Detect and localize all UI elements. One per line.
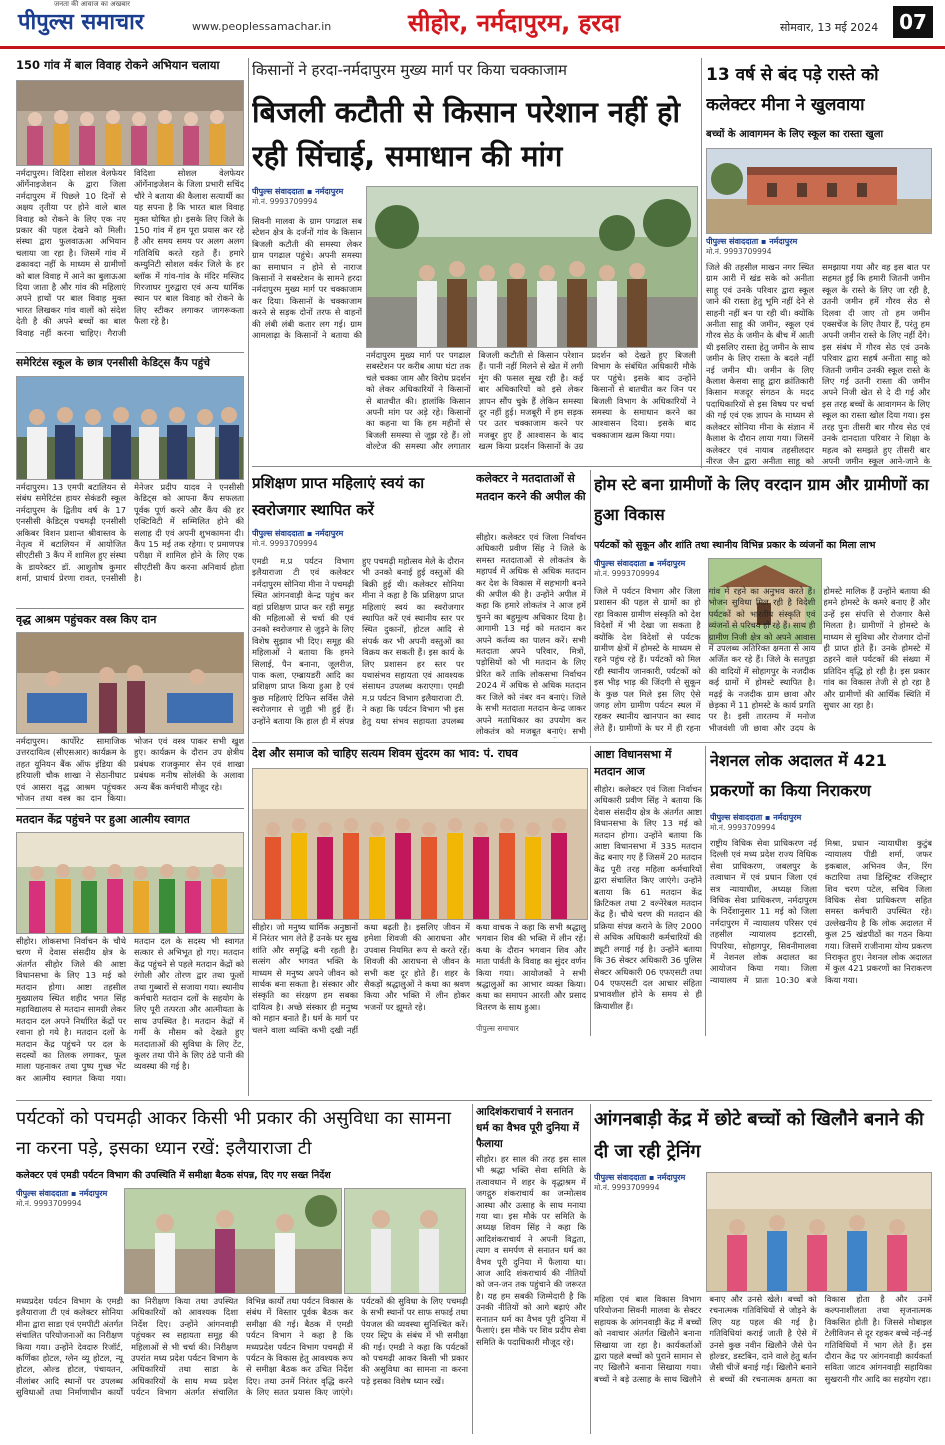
lead-kicker-wrap xyxy=(252,60,698,88)
divider xyxy=(16,808,244,809)
faith-photo-image xyxy=(253,769,587,919)
tourism-headline: पर्यटकों को पचमढ़ी आकर किसी भी प्रकार की असुविधा का सामना ना करना पड़े, इसका ध्यान रखें: इलैयाराजा टी xyxy=(16,1108,451,1159)
byline-place: नर्मदापुरम xyxy=(657,1173,686,1182)
anganwadi-body xyxy=(594,1294,932,1434)
lead-kicker: किसानों ने हरदा-नर्मदापुरम मुख्य मार्ग पर किया चक्काजाम xyxy=(252,61,567,79)
child-marriage-body-text: नर्मदापुरम। विदिशा सोशल वेलफेयर ऑर्गेनाइजेशन के द्वारा जिला नर्मदापुरम में पिछले 10 दिनों से अक्षय तृतीया पर होने वाले बाल विवाह को रोकने के लिए एक नए प्रकार की पहल देखने को मिली। संस्था द्वारा फुलवाऊआ अभियान चलाया जा रहा है। जिसमें गांव में ढकावदा नहीं के माध्यम से ग्रामीणों को बाल विवाह में आने का बुलाऊआ दिया जाता है और गांव की महिलाएं अपने हाथों पर बाल विवाह मुक्त भारत लिखकर गांव वालों को संदेश देती है की अपने बच्चों का बाल विवाह नहीं करना चाहिए। गैराजी विदिशा सोशल वेलफेयर ऑर्गेनाइजेशन के जिला प्रभारी सचिंद चौरे ने बताया की कैलाश सत्यार्थी का यह सपना है कि भारत बाल विवाह मुक्त घोषित हो। इसके लिए जिले के 150 गांव में हम पूरा प्रयास कर रहे हैं और समय समय पर अलग अलग गतिविधि करते रहते हैं। हमारे कम्युनिटी सोशल वर्कर जिले के हर ब्लॉक में गांव-गांव के मंदिर मस्जिद गिरजाघर गुरुद्वारा एवं अन्य धार्मिक स्थान पर बाल विवाह को रोकने के लिए स्टीकर लगाकर जागरूकता फैला रहे है। xyxy=(16,168,244,338)
anganwadi-body-text: महिला एवं बाल विकास विभाग परियोजना सिवनी मालवा के सेक्टर सहायक के आंगनवाड़ी केंद्र में बच्चों को नवाचार अंतर्गत खिलौने बनाना सिखाया जा रहा है। कार्यकर्ताओं द्वारा पहले बच्चों को पुराने सामान से नए खिलौने बनाना सिखाया गया। बच्चों ने बड़े उत्साह के साथ खिलौने बनाए और उनसे खेले। बच्चों को रचनात्मक गतिविधियों से जोड़ने के लिए यह पहल की गई है। गतिविधियां कराई जाती है ऐसे में उनसे कुछ नवीन खिलौने जैसे पेन होल्डर, डस्टबिन, दाने वाले हेतु बर्तन जैसी चीजें बनाई गई। खिलौने बनाने से बच्चों की रचनात्मक क्षमता का विकास होता है और उनमें कल्पनाशीलता तथा सृजनात्मक विकसित होती है। जिससे मोबाइल टेलीविजन से दूर रहकर बच्चे नई-नई गतिविधियों में भाग लेते हैं। इस दौरान केंद्र पर आंगनवाड़ी कार्यकर्ता सविता जाटव आंगनवाड़ी सहायिका सुखरानी गौर आदि का सहयोग रहा। xyxy=(594,1294,932,1384)
nss-body xyxy=(16,482,244,606)
faith-credit-text: पीपुल्स समाचार xyxy=(476,1024,519,1033)
road-subhead: बच्चों के आवागमन के लिए स्कूल का रास्ता खुला xyxy=(706,129,884,140)
issue-date: सोमवार, 13 मई 2024 xyxy=(780,21,879,34)
divider xyxy=(16,608,244,609)
lead-photo-image xyxy=(367,187,697,347)
faith-credit xyxy=(476,1024,586,1036)
byline-text: पीपुल्स संवाददाता xyxy=(252,187,305,196)
homestay-subhead-wrap xyxy=(594,538,930,554)
byline-text: पीपुल्स संवाददाता xyxy=(594,1173,647,1182)
website-link[interactable]: www.peoplessamachar.in xyxy=(192,20,332,33)
byline-text: पीपुल्स संवाददाता xyxy=(706,237,759,246)
election-headline: आष्टा विधानसभा में मतदान आज xyxy=(594,748,672,778)
road-body xyxy=(706,262,930,468)
child-marriage-headline: 150 गांव में बाल विवाह रोकने अभियान चलाया xyxy=(16,58,220,72)
anganwadi-photo-image xyxy=(707,1173,931,1291)
shankaracharya-body xyxy=(476,1154,586,1434)
voters-headline: कलेक्टर ने मतदाताओं से मतदान करने की अपील की xyxy=(476,472,586,503)
mobile-number: मो.नं. 9993709994 xyxy=(710,823,776,832)
tourism-subhead-wrap xyxy=(16,1168,468,1184)
mobile-number: मो.नं. 9993709994 xyxy=(252,197,318,206)
child-marriage-photo xyxy=(16,80,244,166)
column-divider xyxy=(705,746,706,1036)
column-divider xyxy=(701,58,702,468)
column-divider xyxy=(590,1104,591,1434)
faith-headline: देश और समाज को चाहिए सत्यम शिवम सुंदरम का भाव: पं. राघव xyxy=(252,747,518,760)
polling-welcome-headline: मतदान केंद्र पहुंचने पर हुआ आत्मीय स्वागत xyxy=(16,813,190,826)
faith-col2-text: कथा बढ़ती है। इसलिए जीवन में हमेशा शिवजी की आराधना और उपवास नियमित रूप से करते रहें। शिवजी की आराधना से जीवन के सभी कष्ट दूर होते हैं। शहर के सैकड़ों श्रद्धालुओं ने कथा का श्रवण किया और भक्ति में लीन होकर भजनों पर झूमते रहे। xyxy=(364,922,470,1012)
road-byline: पीपुल्स संवाददाता ▪ नर्मदापुरम मो.नं. 9993709994 xyxy=(706,236,930,256)
homestay-headline: होम स्टे बना ग्रामीणों के लिए वरदान ग्राम और ग्रामीणों का हुआ विकास xyxy=(594,475,929,524)
child-marriage-headline-wrap xyxy=(16,58,248,82)
faith-col3-text: कथा वाचक ने कहा कि सभी श्रद्धालु भगवान शिव की भक्ति में लीन रहें। कथा के दौरान भगवान शिव और माता पार्वती के विवाह का सुंदर वर्णन किया गया। आयोजकों ने सभी श्रद्धालुओं का आभार व्यक्त किया। कथा का समापन आरती और प्रसाद वितरण के साथ हुआ। xyxy=(476,922,586,1012)
mobile-number: मो.नं. 9993709994 xyxy=(16,1199,82,1208)
polling-welcome-photo-image xyxy=(17,833,243,933)
road-headline: 13 वर्ष से बंद पड़े रास्ते को कलेक्टर मीना ने खुलवाया xyxy=(706,65,879,115)
old-age-body xyxy=(16,736,244,806)
old-age-body-text: नर्मदापुरम। कार्पोरेट सामाजिक उत्तरदायित्व (सीएसआर) कार्यक्रम के तहत यूनियन बैंक ऑफ इंडिया की हरियाली चौक शाखा ने सेठानीघाट एवं आसरा वृद्ध आश्रम पहुंचकर भोजन तथा वस्त्र का दान किया। भोजन एवं वस्त्र पाकर सभी खुश हुए। कार्यक्रम के दौरान उप क्षेत्रीय प्रबंधक राजकुमार सेन एवं शाखा प्रबंधक मनीष सोलंकी के अलावा अन्य बैंक कर्मचारी मौजूद रहे। xyxy=(16,736,244,804)
shankaracharya-headline-wrap xyxy=(476,1104,586,1152)
byline-text: पीपुल्स संवाददाता xyxy=(710,813,763,822)
lead-byline: पीपुल्स संवाददाता ▪ नर्मदापुरम मो.नं. 9993709994 xyxy=(252,186,362,212)
anganwadi-photo xyxy=(706,1172,932,1292)
divider xyxy=(252,742,932,743)
faith-col3 xyxy=(476,922,586,1022)
election-body xyxy=(594,784,702,1036)
election-body-text: सीहोर। कलेक्टर एवं जिला निर्वाचन अधिकारी प्रवीण सिंह ने बताया कि देवास संसदीय क्षेत्र के अंतर्गत आष्टा विधानसभा के लिए 13 मई को मतदान होगा। उन्होंने बताया कि आष्टा विधानसभा में 335 मतदान केंद्र बनाए गए हैं जिसमें 20 मतदान केंद्र पूरी तरह महिला कर्मचारियों द्वारा संचालित किए जाएंगे। उन्होंने बताया कि 61 मतदान केंद्र क्रिटिकल तथा 2 वल्नेरेबल मतदान केंद्र हैं। चौथे चरण की मतदान की प्रक्रिया संपन्न कराने के लिए 2000 से अधिक अधिकारी कर्मचारियों की ड्यूटी लगाई गई है। उन्होंने बताया कि 36 सेक्टर अधिकारी 36 पुलिस सेक्टर अधिकारी 06 एफएसटी तथा 04 एफएसटी दल आचार संहिता प्रभावशील होने के समय से ही क्रियाशील हैं। xyxy=(594,784,702,1011)
shankaracharya-headline: आदिशंकराचार्य ने सनातन धर्म का वैभव पूरी दुनिया में फैलाया xyxy=(476,1106,580,1150)
byline-text: पीपुल्स संवाददाता xyxy=(252,529,305,538)
column-divider xyxy=(590,746,591,1036)
byline-place: नर्मदापुरम xyxy=(657,559,686,568)
divider xyxy=(16,352,244,353)
lead-body-left-text: सिवनी मालवा के ग्राम पगढाल सब स्टेशन क्षेत्र के दर्जनों गांव के किसान बिजली कटौती की समस्या लेकर ग्राम पगढाल पहुंचे। अपनी समस्या का समाधान न होने से नाराज किसानों ने सबस्टेशन के सामने हरदा नर्मदापुरम मुख्य मार्ग पर चक्काजाम कर दिया। किसानों के चक्काजाम करने से सड़क दोनों तरफ से वाहनों की लंबी लंबी कतार लग गई। ग्राम आमलाढ़ा के किसानों ने बताया की xyxy=(252,216,362,341)
tourism-body xyxy=(16,1296,468,1432)
byline-place: नर्मदापुरम xyxy=(769,237,798,246)
women-headline: प्रशिक्षण प्राप्त महिलाएं स्वयं का स्वरोजगार स्थापित करें xyxy=(252,474,425,519)
homestay-body xyxy=(594,586,930,738)
homestay-headline-wrap xyxy=(594,470,930,534)
byline-place: नर्मदापुरम xyxy=(315,529,344,538)
voters-body-text: सीहोर। कलेक्टर एवं जिला निर्वाचन अधिकारी प्रवीण सिंह ने जिले के समस्त मतदाताओं से लोकतंत्र के महापर्व में अधिक से अधिक मतदान कर देश के विकास में सहभागी बनने की अपील की है। उन्होंने अपील में कहा कि हमारे लोकतंत्र ने आज हमें चुनने का बहुमूल्य अधिकार दिया है। आगामी 13 मई को मतदान कर अपने कर्तव्य का पालन करें। सभी मतदाता अपने परिवार, मित्रों, पड़ोसियों को भी मतदान के लिए प्रेरित करें ताकि लोकसभा निर्वाचन 2024 में अधिक से अधिक मतदान कर जिले को नंबर वन बनाएं। जिले के सभी मतदाता मतदान केन्द्र जाकर अपने मताधिकार का उपयोग कर लोकतंत्र को मजबूत बनाएं। सभी xyxy=(476,532,586,736)
anganwadi-headline: आंगनबाड़ी केंद्र में छोटे बच्चों को खिलौने बनाने की दी जा रही ट्रेनिंग xyxy=(594,1109,924,1162)
byline-place: नर्मदापुरम xyxy=(315,187,344,196)
region-title: सीहोर, नर्मदापुरम, हरदा xyxy=(408,9,621,37)
lok-adalat-headline: नेशनल लोक अदालत में 421 प्रकरणों का किया निराकरण xyxy=(710,751,887,800)
faith-col1 xyxy=(252,922,358,1034)
faith-col2 xyxy=(364,922,470,1034)
homestay-byline: पीपुल्स संवाददाता ▪ नर्मदापुरम मो.नं. 9993709994 xyxy=(594,558,704,580)
old-age-photo xyxy=(16,632,244,734)
lead-photo xyxy=(366,186,698,348)
tourism-photo-image xyxy=(125,1189,341,1293)
child-marriage-photo-image xyxy=(17,81,243,165)
lead-body-right xyxy=(366,350,696,460)
newspaper-logo xyxy=(18,0,144,36)
tourism-photo-2-image xyxy=(345,1189,465,1293)
road-photo xyxy=(706,148,932,234)
child-marriage-body xyxy=(16,168,244,350)
lok-adalat-byline: पीपुल्स संवाददाता ▪ नर्मदापुरम मो.नं. 9993709994 xyxy=(710,812,932,834)
lead-body-right-text: नर्मदापुरम मुख्य मार्ग पर पगढाल सबस्टेशन पर करीब आधा घंटा तक चले चक्का जाम और विरोध प्रदर्शन को लेकर अधिकारियों ने किसानों से बातचीत की। हालांकि किसान अपनी मांग पर अड़े रहे। किसानों का कहना था कि हम महीनों से बिजली समस्या से जूझ रहे हैं। लो वोल्टेज की समस्या और लगातार बिजली कटौती से किसान परेशान हैं। पानी नहीं मिलने से खेत में लगी मूंग की फसल सूख रही है। कई बार अधिकारियों को इसे लेकर ज्ञापन सौंप चुके हैं लेकिन समस्या दूर नहीं हुई। मजबूरी में हम सड़क पर उतर चक्काजाम करने पर मजबूर हुए हैं आश्वासन के बाद खत्म किया प्रदर्शन किसानों के उग्र प्रदर्शन को देखते हुए बिजली विभाग के संबंधित अधिकारी मौके पर पहुंचे। इसके बाद उन्होंने किसानों से बातचीत कर जिन पर बिजली विभाग के अधिकारियों ने समस्या के समाधान करने का आश्वासन दिया। इसके बाद चक्काजाम खत्म किया गया। xyxy=(366,350,696,452)
masthead xyxy=(0,0,945,49)
mobile-number: मो.नं. 9993709994 xyxy=(594,569,660,578)
lead-body-left xyxy=(252,216,362,342)
homestay-body-text: जिले में पर्यटन विभाग और जिला प्रशासन की पहल से ग्रामों का हो रहा विकास ग्रामीण संस्कृति को देश विदेशों में भी देखा जा सकता है क्योंकि देश विदेशों से पर्यटक ग्रामीण क्षेत्रों में होमस्टे के माध्यम से रहने पहुंच रहे हैं। पर्यटकों को मिल रही स्थानीय जानकारी, पर्यटकों को इस भीड़ भाड़ की जिंदगी से सुकून के कुछ पल मिले इस लिए ऐसे जगह लोग ग्रामीण पर्यटन स्थल में रहकर स्थानीय खानपान का स्वाद लेते हैं। ग्रामीणों के घर में ही रहना गांव में रहने का अनुभव करते हैं। भोजन सुविधा मिल रही है विदेशी पर्यटकों को भारतीय संस्कृति एवं व्यंजनों से परिचय हो रहे हैं। साथ ही ग्रामीण निजी क्षेत्र को अपने आवास में उपलब्ध अतिरिक्त क्षमता से आय अर्जित कर रहे हैं। जिले के सतपुड़ा की वादियों में सोहागपुर के नजदीक कई ग्रामों में होमस्टे स्थापित है। मढ़ई के नजदीक ग्राम छावा और छेड़का में 11 होमस्टे के कार्य प्रगति पर है। इसी तारतम्य में मनोज भीजवंशी जी छावा और उदय के होमस्टे मालिक हैं उन्होंने बताया की हमने होमस्टे के कमरे बनाए हैं और उन्हें इस संपत्ति से रोजगार कैसे मिलता है। ग्रामीणों ने होमस्टे के माध्यम से सुविधा और रोजगार दोनों ही प्राप्त होते हैं। उनके होमस्टे में ठहरने वाले पर्यटकों की संख्या में प्रतिदिन वृद्धि हो रही है। इस प्रकार गांव का विकास तेजी से हो रहा है और ग्रामीणों की आर्थिक स्थिति में सुधार आ रहा है। xyxy=(594,586,930,733)
byline-place: नर्मदापुरम xyxy=(79,1189,108,1198)
tourism-photo-2 xyxy=(344,1188,466,1294)
road-subhead-wrap xyxy=(706,126,930,144)
shankaracharya-body-text: सीहोर। हर साल की तरह इस साल भी श्रद्धा भक्ति सेवा समिति के तत्वावधान में शहर के वृद्धाश्रम में जगद्गुरु शंकराचार्य का जन्मोत्सव आस्था और उत्साह के साथ मनाया गया था। इस मौके पर समिति के अध्यक्ष शिवम सिंह ने कहा कि आदिशंकराचार्य ने अपनी विद्वता, त्याग व समर्पण से सनातन धर्म का वैभव पूरी दुनिया में फैलाया था। आज आदि शंकराचार्य की नीतियों को जन-जन तक पहुंचाने की जरूरत है। यह हम सबकी जिम्मेदारी है कि उनकी नीतियों को आगे बढ़ाएं और सनातन धर्म का वैभव पूरी दुनिया में फैलाएं। इस मौके पर शिव प्रदीप सेवा समिति के पदाधिकारी मौजूद रहे। xyxy=(476,1154,586,1347)
faith-headline-wrap xyxy=(252,746,586,766)
homestay-subhead: पर्यटकों को सुकून और शांति तथा स्थानीय विभिन्न प्रकार के व्यंजनों का मिला लाभ xyxy=(594,540,876,551)
mobile-number: मो.नं. 9993709994 xyxy=(252,539,318,548)
faith-photo xyxy=(252,768,588,920)
byline-place: नर्मदापुरम xyxy=(773,813,802,822)
nss-headline-wrap xyxy=(16,356,248,374)
polling-welcome-headline-wrap xyxy=(16,812,248,830)
road-body-text: जिले की तहसील माखन नगर स्थित ग्राम आरी में खंड सके को अनीता साहू एवं उनके परिवार द्वारा स्कूल जाने की रास्ता हेतु भूमि नहीं देने से साहनी नहीं बन पा रही थी। क्योंकि अनीता साहू की जमीन, स्कूल एवं गौरव सेठ के जमीन के बीच में आती थी इसलिए रास्ता हेतु जमीन के साथ जमीन के लिए रास्ता के बदले नहीं नई जमीन थी। जमीन के लिए कैलाश केसवा साहू द्वारा क्रांतिकारी किसान मजदूर संगठन के मदद पदाधिकारियों से इस विषय पर चर्चा की गई एवं एक ज्ञापन के माध्यम से कलेक्टर सोनिया मीना के संज्ञान में कैलाश के दौरान लाया गया। जिसमें कलेक्टर एवं नायाब तहसीलदार नीरज जैन द्वारा अनीता साहू को समझाया गया और वह इस बात पर सहमत हुईं कि हमारी जितनी जमीन स्कूल के रास्ते के लिए जा रही है, उतनी जमीन हमें गौरव सेठ से दिलवा दी जाए तो हम जमीन एक्सचेंज के लिए तैयार हैं, परंतु हम अपनी जमीन रास्ते के लिए नहीं देंगे। इस संबंध में गौरव सेठ एवं उनके परिवार द्वारा सहर्ष अनीता साहू को जितनी जमीन उनकी स्कूल रास्ते के लिए गई उतनी रास्ता की जमीन अपने निजी खेत से दे दी गई और इस तरह बच्चों के आवागमन के लिए स्कूल का रास्ता खोल दिया गया। इस तरह पुनः तीसरी बार गौरव सेठ एवं उनके दानदाता परिवार ने शिक्षा के महत्व को समझते हुए तीसरी बार अपनी जमीन स्कूल आने-जाने के xyxy=(706,262,930,466)
women-headline-wrap xyxy=(252,470,464,526)
byline-text: पीपुल्स संवाददाता xyxy=(16,1189,69,1198)
byline-text: पीपुल्स संवाददाता xyxy=(594,559,647,568)
nss-body-text: नर्मदापुरम। 13 एमपी बटालियन से संबंध समेरिटंस हायर सेकंडरी स्कूल नर्मदापुरम के द्वितीय वर्ष के 17 एनसीसी केडिट्स पचमढ़ी एनसीसी अकिबर विशन प्रशान्त श्रीवास्तव के नेतृत्व में बटालियन में आयोजित सीएटीसी 3 कैंप में शामिल हुए संस्था के डायरेक्टर डॉ. आशुतोष कुमार शर्मा, प्राचार्य प्रेरणा रावत, एनसीसी मेनेजर प्रदीप यादव ने एनसीसी केडिट्स को आपना कैंप सफलता पूर्वक पूर्ण करने और कैंप की हर एक्टिविटी में सम्मिलित होने की सलाह दी एवं अपनी शुभकामना दी। कैंप 15 मई तक रहेगा। ए प्रमाणपत्र परीक्षा में शामिल होने के लिए एक सीएटीसी कैंप करना अनिवार्य होता है। xyxy=(16,482,244,584)
women-body xyxy=(252,556,464,738)
column-divider xyxy=(248,58,249,1096)
nss-photo xyxy=(16,376,244,480)
page-number: 07 xyxy=(893,6,933,38)
tourism-byline: पीपुल्स संवाददाता ▪ नर्मदापुरम मो.नं. 9993709994 xyxy=(16,1188,122,1210)
polling-welcome-body xyxy=(16,936,244,1096)
logo-tagline: जनता की आवाज का अखबार xyxy=(54,0,130,8)
column-divider xyxy=(472,1104,473,1434)
tourism-photo xyxy=(124,1188,342,1294)
election-headline-wrap xyxy=(594,746,702,782)
anganwadi-headline-wrap xyxy=(594,1104,932,1170)
nss-photo-image xyxy=(17,377,243,479)
polling-welcome-photo xyxy=(16,832,244,934)
logo-text: पीपुल्स समाचार xyxy=(18,10,144,35)
faith-col1-text: सीहोर। जो मनुष्य धार्मिक अनुष्ठानों में निरंतर भाग लेते हैं उनके घर सुख शांति और समृद्धि बनी रहती है। सत्संग और भगवत भक्ति के माध्यम से मनुष्य अपने जीवन को सार्थक बना सकता है। संस्कार और संस्कृति का संरक्षण हम सबका दायित्व है। अच्छे संस्कार ही मनुष्य को महान बनाते हैं। धर्म के मार्ग पर चलने वाला व्यक्ति कभी दुखी नहीं xyxy=(252,922,358,1034)
tourism-headline-wrap xyxy=(16,1104,468,1166)
tourism-body-text: मध्यप्रदेश पर्यटन विभाग के एमडी इलैयाराजा टी एवं कलेक्टर सोनिया मीना द्वारा साडा एवं एमपीटी अंतर्गत संचालित परियोजनाओं का निरीक्षण किया गया। उन्होंने देवदारु रिजॉर्ट, कर्णिका होटल, ग्लेन व्यू होटल, न्यू होटल, ओल्ड होटल, पंचायतन, नीलांबर आदि स्थानों पर उपलब्ध सुविधाओं तथा निर्माणाधीन कार्यों का निरीक्षण किया तथा उपस्थित अधिकारियों को आवश्यक दिशा निर्देश दिए। उन्होंने आंगनवाड़ी पहुंचकर स्व सहायता समूह की महिलाओं से भी चर्चा की। निरीक्षण उपरांत मध्य प्रदेश पर्यटन विभाग के अधिकारियों तथा साडा के अधिकारियों के साथ मध्य प्रदेश पर्यटन विभाग अंतर्गत संचालित विभिन्न कार्यों तथा पर्यटन विकास के संबंध में विस्तार पूर्वक बैठक कर समीक्षा की गई। बैठक में एमडी पर्यटन विभाग ने कहा है कि मध्यप्रदेश पर्यटन विभाग पचमढ़ी में पर्यटन के विकास हेतु आवश्यक रूप से समीक्षा बैठक कर उचित निर्देश दिए। तथा उनमें निरंतर वृद्धि करने के लिए सतत प्रयास किए जाएंगे। पर्यटकों की सुविधा के लिए पचमढ़ी के सभी स्थानों पर साफ सफाई तथा पेयजल की व्यवस्था सुनिश्चित करें। एयर स्ट्रिप के संबंध में भी समीक्षा की गई। एमडी ने कहा कि पर्यटकों को पचमढ़ी आकर किसी भी प्रकार की असुविधा का सामना ना करना पड़े इसका विशेष ध्यान रखें। xyxy=(16,1296,468,1398)
women-body-text: एमडी म.प्र पर्यटन विभाग इलैयाराजा टी एवं कलेक्टर नर्मदापुरम सोनिया मीना ने पचमढ़ी स्थित आंगनवाड़ी केन्द्र पहुंच कर वहां प्रशिक्षण प्राप्त कर रही समूह की महिलाओं से चर्चा की एवं उनको स्वरोजगार से जुड़ने के लिए विशेष सुझाव भी दिए। समूह की महिलाओं ने बताया कि हमने सिलाई, पैन बनाना, जूलरीज, पाक कला, एम्ब्रायडरी आदि का प्रशिक्षण प्राप्त किया हुआ है एवं कुछ महिलाएं टिफिन सर्विस जैसे स्वरोजगार से जुड़ी भी हुई हैं। उन्होंने बताया कि हाल ही में संपन्न हुए पचमढ़ी महोत्सव मेले के दौरान भी उनको बनाई हुई वस्तुओं की बिक्री हुई थी। कलेक्टर सोनिया मीना ने कहा है कि प्रशिक्षण प्राप्त महिलाएं स्वयं का स्वरोजगार स्थापित करें एवं स्थानीय स्तर पर स्थित दुकानों, होटल आदि से संपर्क कर भी अपनी वस्तुओं का विक्रय कर सकती हैं। इस कार्य के लिए प्रशासन हर स्तर पर यथासंभव सहायता एवं आवश्यक संसाधन उपलब्ध कराएगा। एमडी म.प्र पर्यटन विभाग इलैयाराजा टी. ने कहा कि पर्यटन विभाग भी इस हेतु यथा संभव सहायता उपलब्ध xyxy=(252,556,464,726)
polling-welcome-body-text: सीहोर। लोकसभा निर्वाचन के चौथे चरण में देवास संसदीय क्षेत्र के अंतर्गत सीहोर जिले की आष्टा विधानसभा के लिए 13 मई को मतदान होगा। आष्टा तहसील मुख्यालय स्थित शहीद भगत सिंह महाविद्यालय से मतदान सामग्री लेकर मतदान दल अपने निर्धारित केंद्रों पर रवाना हो गये है। मतदान दलों के मतदान केंद्र पहुंचने पर दल के सदस्यों का तिलक लगाकर, फूल माला पहनाकर तथा पुष्प गुच्छ भेंट कर आत्मीय स्वागत किया गया। मतदान दल के सदस्य भी स्वागत सत्कार से अभिभूत हो गए। मतदान केंद्र पहुंचने से पहले मतदान केंद्रों को रंगोली और तोरण द्वार तथा फूलों तथा गुब्बारों से सजाया गया। स्थानीय कर्मचारी मतदान दलों के सहयोग के लिए पूरी तत्परता और आत्मीयता के साथ उपस्थित है। मतदान केंद्रों में गर्मी के मौसम को देखते हुए मतदाताओं की सुविधा के लिए टेंट, कूलर तथा पीने के लिए ठंडे पानी की व्यवस्था की गई है। xyxy=(16,936,244,1083)
lead-headline-wrap xyxy=(252,90,698,182)
divider xyxy=(16,1100,932,1101)
divider xyxy=(252,466,932,467)
lead-headline: बिजली कटौती से किसान परेशान नहीं हो रही सिंचाई, समाधान की मांग xyxy=(252,95,680,173)
old-age-headline: वृद्ध आश्रम पहुंचकर वस्त्र किए दान xyxy=(16,613,157,626)
mobile-number: मो.नं. 9993709994 xyxy=(706,247,772,256)
road-headline-wrap xyxy=(706,60,930,124)
lok-adalat-body-text: राष्ट्रीय विधिक सेवा प्राधिकरण नई दिल्ली एवं मध्य प्रदेश राज्य विधिक सेवा प्राधिकरण, जबलपुर के तत्वाधान में एवं प्रधान जिला एवं सत्र न्यायाधीश, अध्यक्ष जिला विधिक सेवा प्राधिकरण, नर्मदापुरम के निर्देशानुसार 11 मई को जिला नर्मदापुरम में न्यायालय परिसर एवं तहसील न्यायालय इटारसी, पिपरिया, सोहागपुर, सिवनीमालवा में नेशनल लोक अदालत का आयोजन किया गया। जिला न्यायालय में प्रातः 10:30 बजे मिश्रा, प्रधान न्यायाधीश कुटुंब न्यायालय पीडी शर्मा, जफर इकबाल, अभिनव जैन, रिंग कटारिया तथा डिस्ट्रिक्ट रजिस्ट्रार शिव चरण पटेल, सचिव जिला विधिक सेवा प्राधिकरण सहित समस्त कर्मचारी उपस्थित रहे। उल्लेखनीय है कि लोक अदालत में कुल 25 खंडपीठों का गठन किया गया। जिसमें राजीनामा योग्य प्रकरण निराकृत हुए। नेशनल लोक अदालत में कुल 421 प्रकरणों का निराकरण किया गया। xyxy=(710,838,932,985)
lok-adalat-headline-wrap xyxy=(710,746,932,810)
nss-headline: समेरिटंस स्कूल के छात्र एनसीसी केडिट्स कैंप पहुंचे xyxy=(16,357,210,369)
voters-headline-wrap xyxy=(476,470,586,530)
anganwadi-byline: पीपुल्स संवाददाता ▪ नर्मदापुरम मो.नं. 9993709994 xyxy=(594,1172,702,1194)
voters-body xyxy=(476,532,586,738)
women-byline: पीपुल्स संवाददाता ▪ नर्मदापुरम मो.नं. 9993709994 xyxy=(252,528,464,550)
column-divider xyxy=(590,470,591,738)
road-photo-image xyxy=(707,149,931,233)
old-age-headline-wrap xyxy=(16,612,248,630)
mobile-number: मो.नं. 9993709994 xyxy=(594,1183,660,1192)
tourism-subhead: कलेक्टर एवं एमडी पर्यटन विभाग की उपस्थिति में समीक्षा बैठक संपन्न, दिए गए सख्त निर्देश xyxy=(16,1170,331,1181)
old-age-photo-image xyxy=(17,633,243,733)
lok-adalat-body xyxy=(710,838,932,1036)
